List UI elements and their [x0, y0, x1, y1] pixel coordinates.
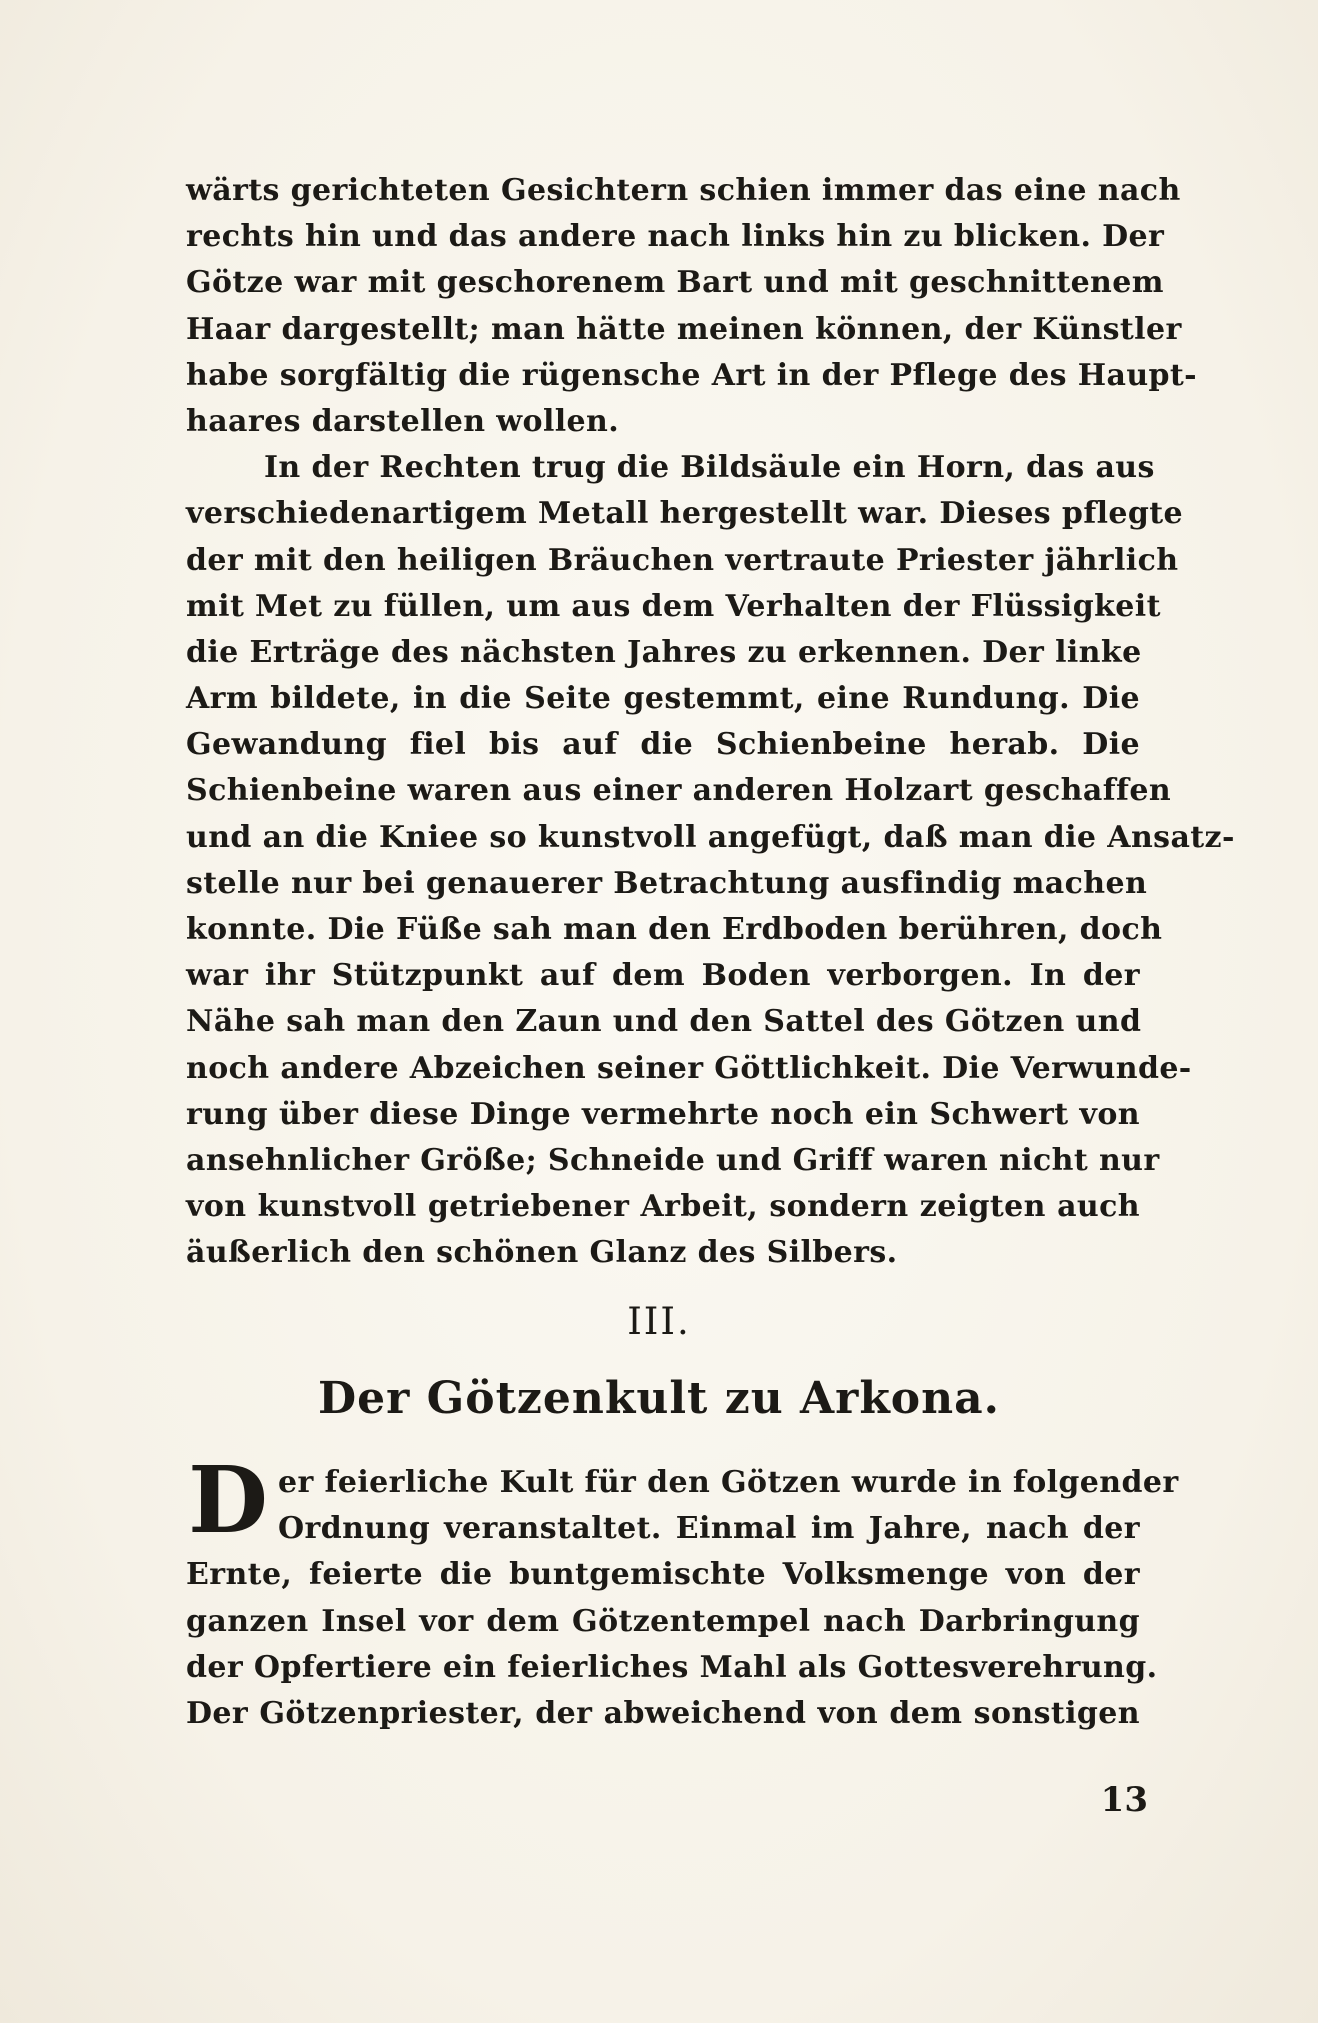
text-line: noch andere Abzeichen seiner Göttlichkeit. Die Verwunde- [186, 1050, 1192, 1086]
text-line: der mit den heiligen Bräuchen vertraute Priester jährlich [186, 542, 1179, 578]
text-line: stelle nur bei genauerer Betrachtung ausfindig machen [186, 865, 1148, 901]
text-line: Arm bildete, in die Seite gestemmt, eine Rundung. Die [186, 681, 1140, 717]
text-line: haares darstellen wollen. [186, 403, 620, 439]
text-line: Götze war mit geschorenem Bart und mit geschnittenem [186, 265, 1164, 301]
section-title: Der Götzenkult zu Arkona. [318, 1373, 1000, 1424]
text-line: von kunstvoll getriebener Arbeit, sondern zeigten auch [186, 1189, 1140, 1225]
text-line: wärts gerichteten Gesichtern schien immer das eine nach [186, 173, 1181, 208]
text-line: die Erträge des nächsten Jahres zu erkennen. Der linke [186, 634, 1142, 670]
text-line: In der Rechten trug die Bildsäule ein Horn, das aus [264, 450, 1155, 486]
text-line: konnte. Die Füße sah man den Erdboden berühren, doch [186, 912, 1163, 947]
text-line: habe sorgfältig die rügensche Art in der Pflege des Haupt- [186, 357, 1198, 393]
text-line: verschiedenartigem Metall hergestellt war. Dieses pflegte [186, 496, 1184, 532]
text-line: Ernte, feierte die buntgemischte Volksmenge von der [186, 1557, 1140, 1593]
body-text-bottom [186, 1460, 1179, 1737]
text-line: Nähe sah man den Zaun und den Sattel des Götzen und [186, 1004, 1142, 1040]
text-line: rung über diese Dinge vermehrte noch ein Schwert von [186, 1096, 1140, 1132]
text-line: war ihr Stützpunkt auf dem Boden verborgen. In der [186, 958, 1140, 994]
body-text-top [186, 168, 1235, 1277]
text-line: Ordnung veranstaltet. Einmal im Jahre, nach der [278, 1511, 1140, 1547]
text-line: Haar dargestellt; man hätte meinen können, der Künstler [186, 311, 1182, 347]
text-line: er feierliche Kult für den Götzen wurde in folgender [278, 1465, 1179, 1500]
text-line: ansehnlicher Größe; Schneide und Griff waren nicht nur [186, 1142, 1160, 1178]
text-line: und an die Kniee so kunstvoll angefügt, daß man die Ansatz- [186, 819, 1235, 855]
section-number: III. [627, 1300, 691, 1343]
text-line: der Opfertiere ein feierliches Mahl als Gottesverehrung. [186, 1649, 1158, 1685]
text-line: äußerlich den schönen Glanz des Silbers. [186, 1235, 898, 1271]
text-line: ganzen Insel vor dem Götzentempel nach Darbringung [186, 1603, 1140, 1639]
text-line: Gewandung fiel bis auf die Schienbeine herab. Die [186, 727, 1140, 763]
drop-cap: D [188, 1446, 268, 1554]
text-line: rechts hin und das andere nach links hin zu blicken. Der [186, 219, 1165, 255]
text-line: Schienbeine waren aus einer anderen Holzart geschaffen [186, 773, 1172, 809]
text-line: mit Met zu füllen, um aus dem Verhalten der Flüssigkeit [186, 588, 1161, 624]
page-number: 13 [1100, 1780, 1148, 1820]
text-line: Der Götzenpriester, der abweichend von dem sonstigen [186, 1695, 1140, 1731]
